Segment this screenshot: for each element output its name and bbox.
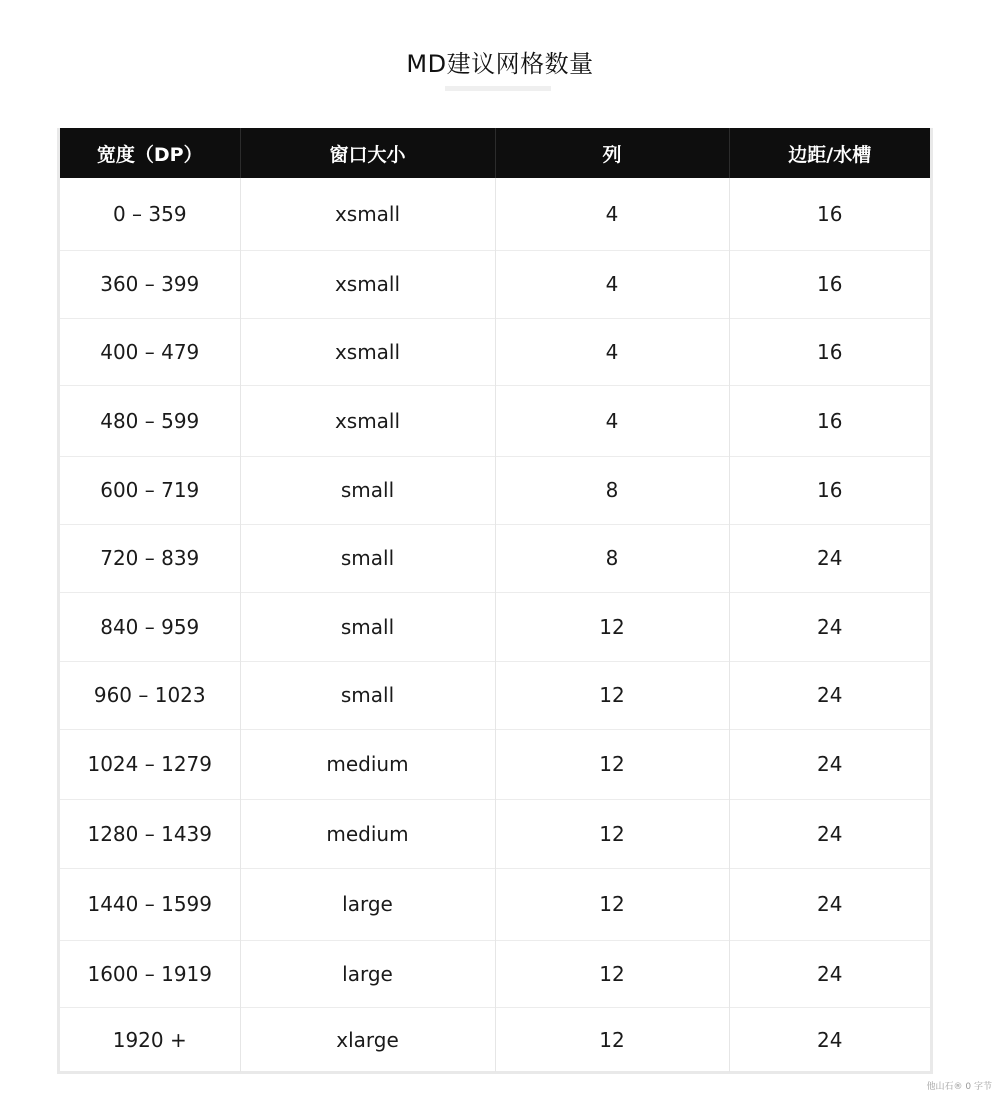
cell-margin-gutter: 16 <box>729 318 930 385</box>
cell-margin-gutter: 16 <box>729 456 930 524</box>
cell-width-range: 1440 – 1599 <box>60 868 240 940</box>
cell-window-size: xsmall <box>240 385 495 456</box>
cell-width-range: 400 – 479 <box>60 318 240 385</box>
cell-window-size: medium <box>240 729 495 799</box>
header-margin-gutter: 边距/水槽 <box>729 128 930 178</box>
cell-width-range: 1920 + <box>60 1007 240 1072</box>
cell-columns: 4 <box>495 178 729 250</box>
cell-margin-gutter: 24 <box>729 661 930 729</box>
cell-margin-gutter: 16 <box>729 385 930 456</box>
cell-window-size: medium <box>240 799 495 868</box>
cell-columns: 12 <box>495 592 729 661</box>
table-row <box>60 178 930 250</box>
table-row <box>60 250 930 318</box>
cell-width-range: 1024 – 1279 <box>60 729 240 799</box>
table-row <box>60 385 930 456</box>
cell-columns: 12 <box>495 1007 729 1072</box>
cell-window-size: xsmall <box>240 318 495 385</box>
cell-columns: 4 <box>495 385 729 456</box>
cell-window-size: large <box>240 940 495 1007</box>
cell-columns: 12 <box>495 729 729 799</box>
grid-table-container <box>57 128 933 1074</box>
cell-margin-gutter: 24 <box>729 799 930 868</box>
cell-columns: 12 <box>495 799 729 868</box>
cell-window-size: xsmall <box>240 250 495 318</box>
cell-width-range: 840 – 959 <box>60 592 240 661</box>
cell-columns: 12 <box>495 940 729 1007</box>
cell-window-size: xsmall <box>240 178 495 250</box>
cell-width-range: 960 – 1023 <box>60 661 240 729</box>
table-header-row <box>60 128 930 178</box>
table-row <box>60 592 930 661</box>
cell-width-range: 480 – 599 <box>60 385 240 456</box>
cell-columns: 12 <box>495 868 729 940</box>
title-underline <box>445 86 551 91</box>
cell-columns: 12 <box>495 661 729 729</box>
cell-width-range: 600 – 719 <box>60 456 240 524</box>
cell-margin-gutter: 24 <box>729 524 930 592</box>
cell-margin-gutter: 16 <box>729 250 930 318</box>
cell-columns: 4 <box>495 250 729 318</box>
cell-width-range: 1280 – 1439 <box>60 799 240 868</box>
cell-window-size: xlarge <box>240 1007 495 1072</box>
cell-window-size: small <box>240 661 495 729</box>
table-row <box>60 799 930 868</box>
cell-window-size: small <box>240 524 495 592</box>
page-title: MD建议网格数量 <box>406 50 594 78</box>
cell-width-range: 0 – 359 <box>112 201 187 226</box>
cell-columns: 8 <box>495 524 729 592</box>
table-row <box>60 868 930 940</box>
cell-margin-gutter: 24 <box>729 592 930 661</box>
table-row <box>60 318 930 385</box>
table-row <box>60 661 930 729</box>
table-row <box>60 1007 930 1072</box>
cell-margin-gutter: 24 <box>729 940 930 1007</box>
cell-window-size: small <box>240 456 495 524</box>
table-row <box>60 524 930 592</box>
watermark: 他山石® 0 字节 <box>926 1082 992 1092</box>
cell-columns: 4 <box>495 318 729 385</box>
cell-margin-gutter: 16 <box>729 178 930 250</box>
cell-margin-gutter: 24 <box>729 1007 930 1072</box>
grid-table <box>60 128 930 1072</box>
cell-width-range: 1600 – 1919 <box>60 940 240 1007</box>
header-columns: 列 <box>495 128 729 178</box>
header-width-dp: 宽度（DP） <box>60 128 240 178</box>
cell-columns: 8 <box>495 456 729 524</box>
cell-width-range: 720 – 839 <box>60 524 240 592</box>
table-row <box>60 456 930 524</box>
cell-margin-gutter: 24 <box>729 868 930 940</box>
cell-window-size: small <box>240 592 495 661</box>
header-window-size: 窗口大小 <box>240 128 495 178</box>
cell-width-range: 360 – 399 <box>60 250 240 318</box>
cell-margin-gutter: 24 <box>729 729 930 799</box>
table-row <box>60 940 930 1007</box>
table-row <box>60 729 930 799</box>
cell-window-size: large <box>240 868 495 940</box>
